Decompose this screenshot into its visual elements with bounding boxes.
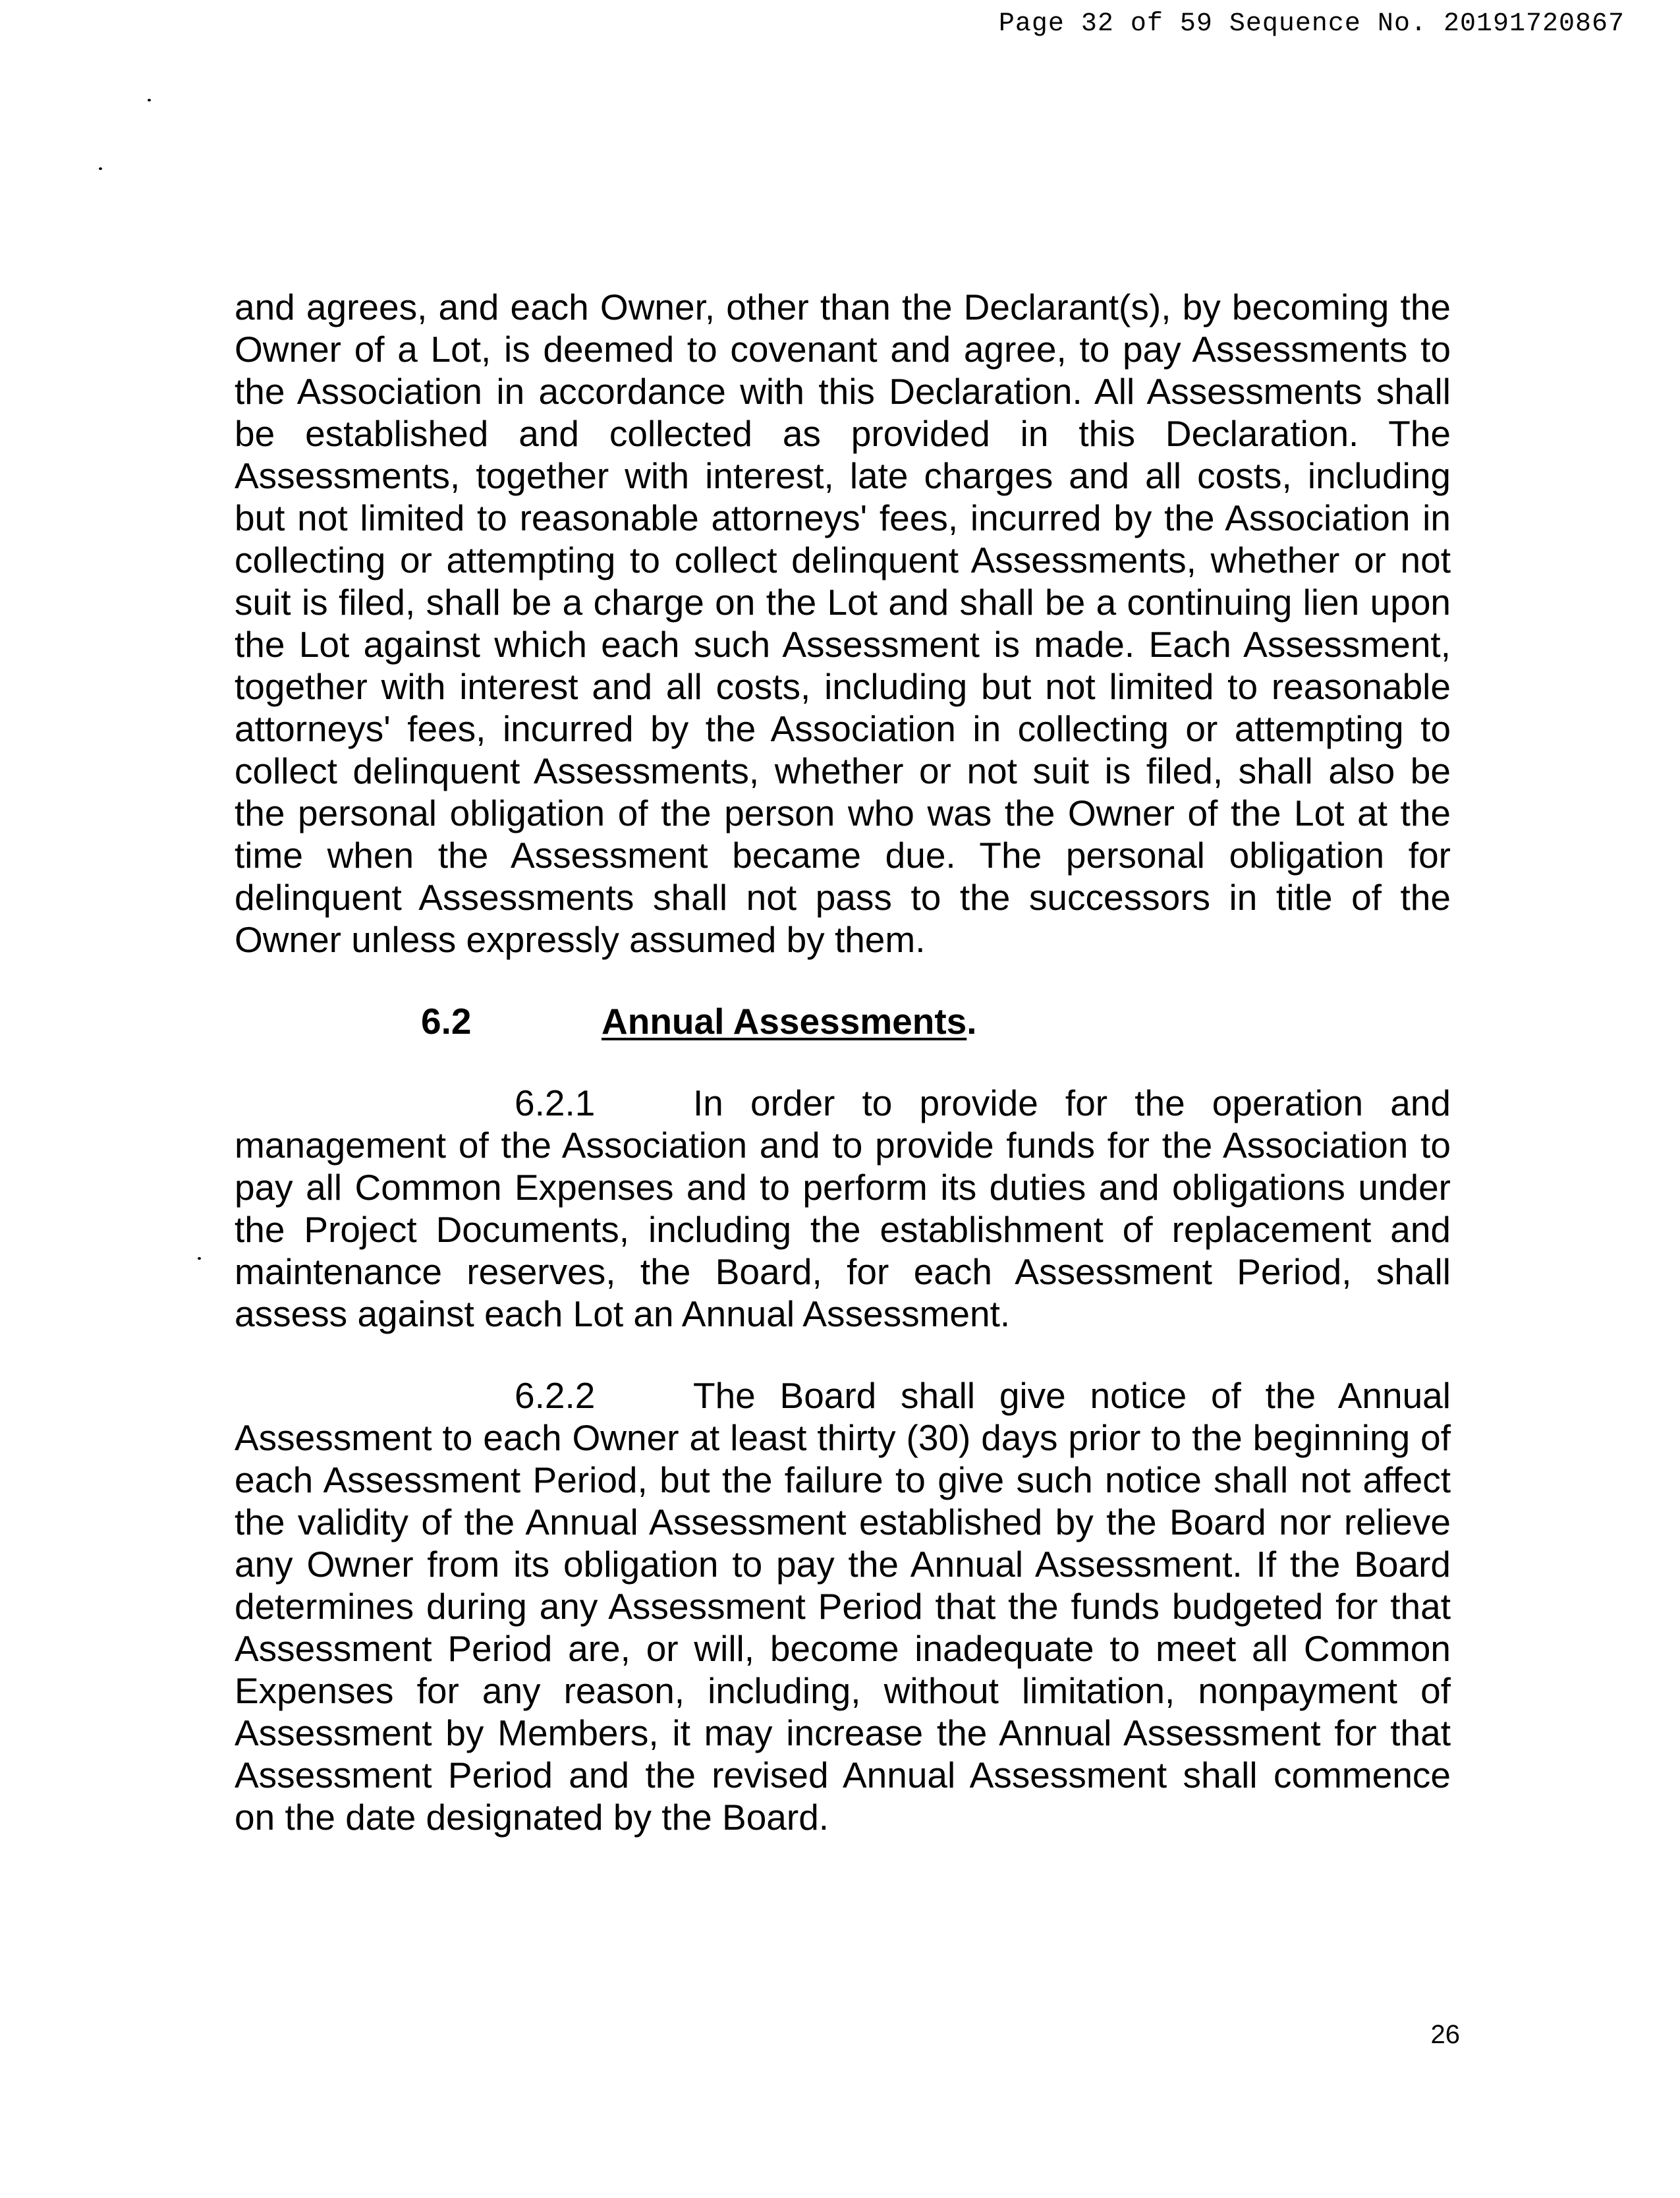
subsection-number: 6.2.1: [515, 1083, 596, 1123]
page-number: 26: [1430, 2020, 1460, 2049]
section-heading: [235, 1000, 1451, 1042]
continuation-paragraph: and agrees, and each Owner, other than the Declarant(s), by becoming the Owner of a Lot, is deemed to covenant and agree, to pay Assessments to the Association in accordance with this Declaration. All Assessments shall be established and collected as provided in this Declaration. The Assessments, together with interest, late charges and all costs, including but not limited to reasonable attorneys' fees, incurred by the Association in collecting or attempting to collect delinquent Assessments, whether or not suit is filed, shall be a charge on the Lot and shall be a continuing lien upon the Lot against which each such Assessment is made. Each Assessment, together with interest and all costs, including but not limited to reasonable attorneys' fees, incurred by the Association in collecting or attempting to collect delinquent Assessments, whether or not suit is filed, shall also be the personal obligation of the person who was the Owner of the Lot at the time when the Assessment became due. The personal obligation for delinquent Assessments shall not pass to the successors in title of the Owner unless expressly assumed by them.: [235, 287, 1451, 960]
page-sequence-header: Page 32 of 59 Sequence No. 20191720867: [998, 9, 1625, 39]
subsection-6-2-1: [235, 1082, 1451, 1335]
subsection-text: In order to provide for the operation and management of the Association and to provide funds for the Association to pay all Common Expenses and to perform its duties and obligations under the Project Documents, including the establishment of replacement and maintenance reserves, the Board, for each Assessment Period, shall assess against each Lot an Annual Assessment.: [235, 1083, 1451, 1334]
section-title-period: .: [966, 1001, 977, 1042]
scan-speck: [148, 99, 151, 101]
scan-speck: [99, 167, 102, 170]
subsection-number: 6.2.2: [515, 1375, 596, 1416]
scan-speck: [198, 1257, 201, 1260]
section-title: Annual Assessments: [602, 1001, 967, 1042]
section-number: 6.2: [421, 1001, 472, 1042]
document-body: [235, 286, 1451, 1838]
subsection-text: The Board shall give notice of the Annual Assessment to each Owner at least thirty (30) days prior to the beginning of each Assessment Period, but the failure to give such notice shall not affect the validity of the Annual Assessment established by the Board nor relieve any Owner from its obligation to pay the Annual Assessment. If the Board determines during any Assessment Period that the funds budgeted for that Assessment Period are, or will, become inadequate to meet all Common Expenses for any reason, including, without limitation, nonpayment of Assessment by Members, it may increase the Annual Assessment for that Assessment Period and the revised Annual Assessment shall commence on the date designated by the Board.: [235, 1375, 1451, 1838]
subsection-6-2-2: [235, 1374, 1451, 1838]
